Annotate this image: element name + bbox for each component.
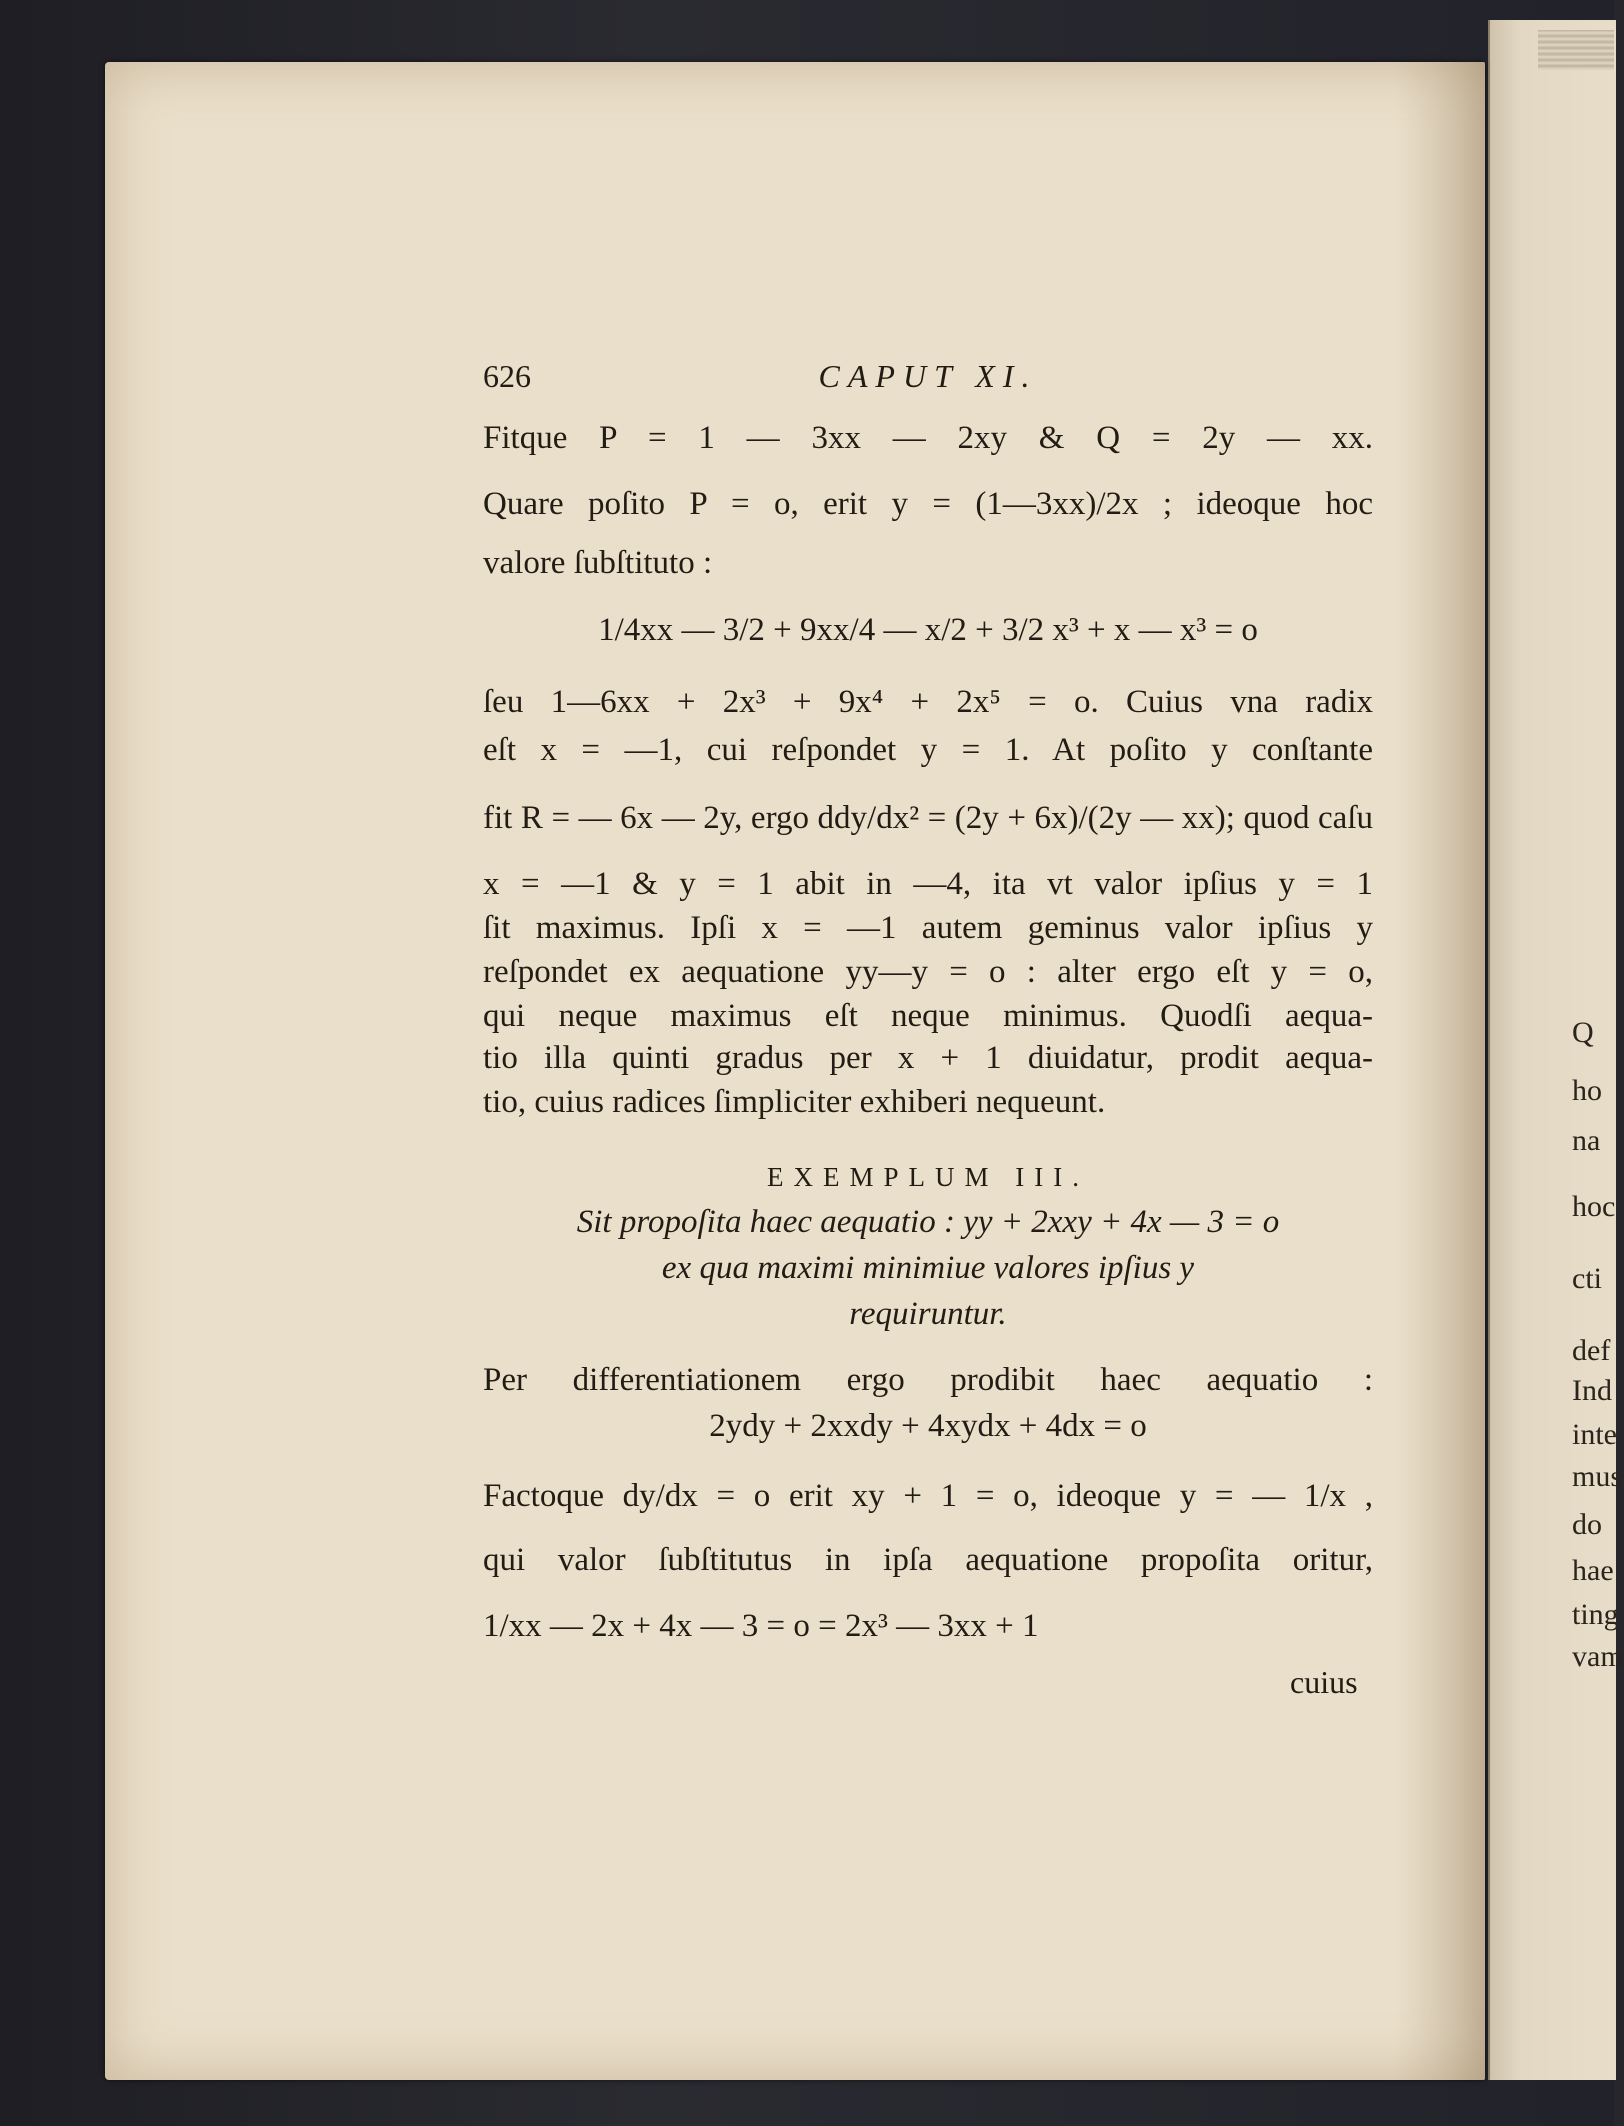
text-line: Factoque dy/dx = o erit xy + 1 = o, ideoque y = — 1/x , (483, 1478, 1373, 1514)
facing-page-fragment: cti (1572, 1262, 1602, 1295)
example-statement: requiruntur. (849, 1296, 1007, 1332)
facing-page-fragment: do (1572, 1508, 1602, 1541)
facing-page-fragment: hae (1572, 1554, 1614, 1587)
facing-page-fragment: hoc (1572, 1190, 1616, 1223)
facing-page-fragment: ho (1572, 1074, 1602, 1107)
equation-line: 2ydy + 2xxdy + 4xydx + 4dx = o (709, 1408, 1147, 1444)
page-number: 626 (483, 358, 531, 394)
text-line: ſit maximus. Ipſi x = —1 autem geminus valor ipſius y (483, 910, 1373, 946)
example-statement: Sit propoſita haec aequatio : yy + 2xxy + 4x — 3 = o (576, 1204, 1280, 1240)
text-line: Per differentiationem ergo prodibit haec aequatio : (483, 1362, 1373, 1398)
example-statement: ex qua maximi minimiue valores ipſius y (661, 1250, 1195, 1286)
text-line: fit R = — 6x — 2y, ergo ddy/dx² = (2y + 6x)/(2y — xx); quod caſu (483, 800, 1373, 836)
text-line: Quare poſito P = o, erit y = (1—3xx)/2x ; ideoque hoc (483, 486, 1373, 522)
facing-page (1488, 20, 1616, 2080)
running-head: CAPUT XI. (818, 358, 1038, 394)
text-line: ſeu 1—6xx + 2x³ + 9x⁴ + 2x⁵ = o. Cuius vna radix (483, 684, 1373, 720)
facing-page-fragment: def (1572, 1334, 1611, 1367)
text-line: x = —1 & y = 1 abit in —4, ita vt valor ipſius y = 1 (483, 866, 1373, 902)
facing-page-fragment: Q (1572, 1016, 1594, 1049)
facing-page-fragment: na (1572, 1124, 1601, 1157)
text-line: tio illa quinti gradus per x + 1 diuidatur, prodit aequa- (483, 1040, 1373, 1076)
text-line: reſpondet ex aequatione yy—y = o : alter ergo eſt y = o, (483, 954, 1373, 990)
equation-line: 1/xx — 2x + 4x — 3 = o = 2x³ — 3xx + 1 (483, 1608, 1039, 1644)
facing-page-fragment: ting (1572, 1598, 1619, 1631)
facing-page-fragment: vam (1572, 1640, 1624, 1673)
text-line: eſt x = —1, cui reſpondet y = 1. At poſito y conſtante (483, 732, 1373, 768)
facing-page-fragment: mus (1572, 1460, 1623, 1493)
catchword: cuius (1290, 1664, 1358, 1700)
text-line: qui valor ſubſtitutus in ipſa aequatione propoſita oritur, (483, 1542, 1373, 1578)
facing-page-fragment: inte (1572, 1418, 1617, 1451)
equation-line: 1/4xx — 3/2 + 9xx/4 — x/2 + 3/2 x³ + x — x³ = o (598, 612, 1258, 648)
facing-page-fragment: Ind (1572, 1374, 1612, 1407)
example-title: EXEMPLUM III. (767, 1162, 1089, 1192)
text-line: Fitque P = 1 — 3xx — 2xy & Q = 2y — xx. (483, 420, 1373, 456)
text-line: tio, cuius radices ſimpliciter exhiberi nequeunt. (483, 1084, 1106, 1120)
text-line: qui neque maximus eſt neque minimus. Quodſi aequa- (483, 998, 1373, 1034)
page-edges (1538, 30, 1614, 70)
text-line: valore ſubſtituto : (483, 545, 713, 581)
